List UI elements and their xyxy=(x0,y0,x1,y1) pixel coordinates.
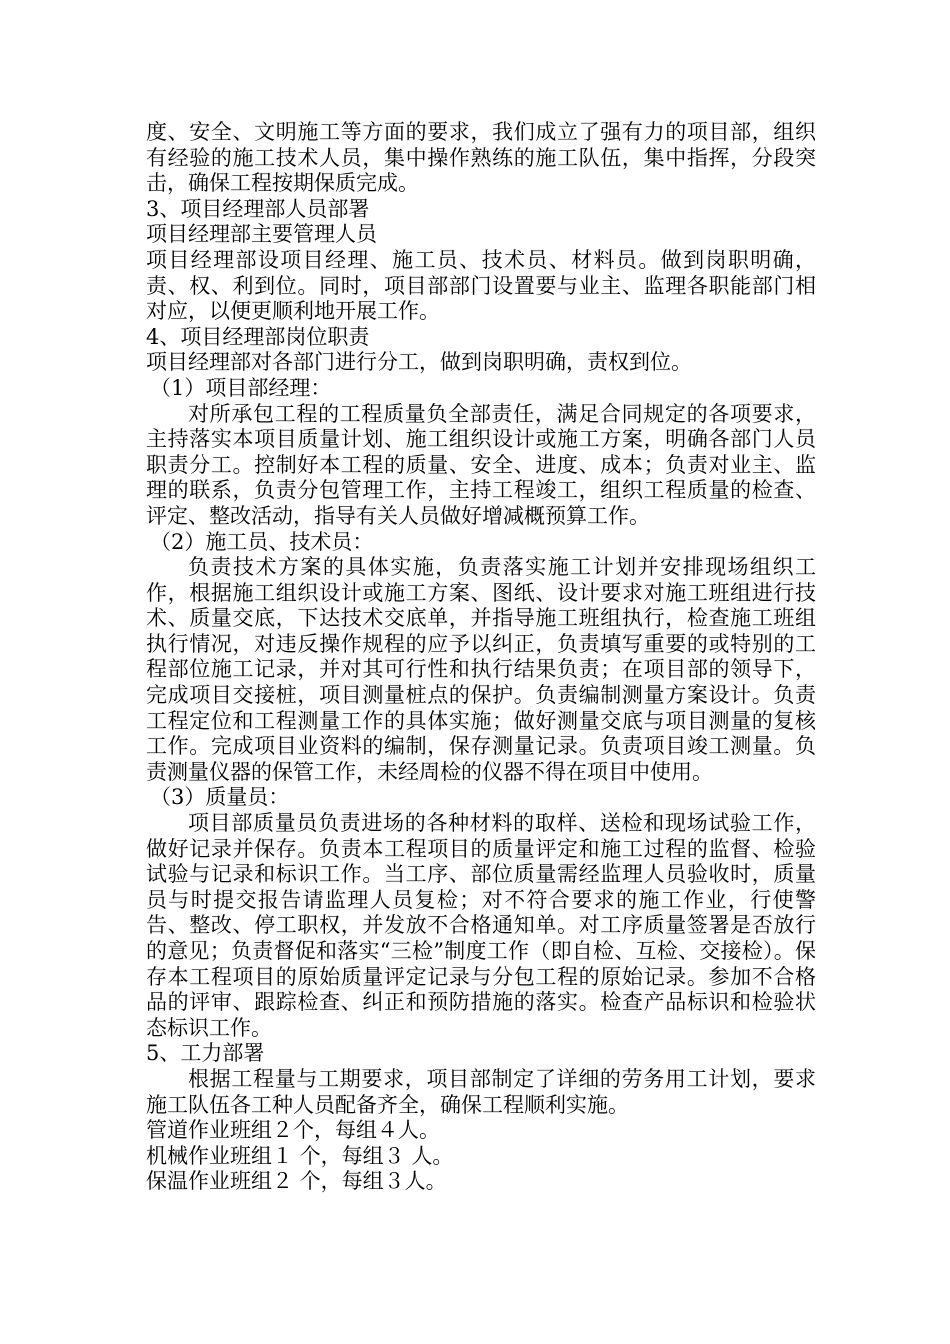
team-line-insulation: 保温作业班组２ 个，每组３人。 xyxy=(146,1169,447,1194)
section-4-heading: 4、项目经理部岗位职责 xyxy=(146,324,370,349)
intro-paragraph: 度、安全、文明施工等方面的要求，我们成立了强有力的项目部，组织有经验的施工技术人员，集中操作熟练的施工队伍，集中指挥，分段突击，确保工程按期保质完成。 xyxy=(146,120,816,196)
team-line-pipe: 管道作业班组２个，每组４人。 xyxy=(146,1118,440,1143)
section-5-paragraph: 根据工程量与工期要求，项目部制定了详细的劳务用工计划，要求施工队伍各工种人员配备齐全，确保工程顺利实施。 xyxy=(146,1066,816,1117)
document-page xyxy=(146,120,816,1195)
section-5-heading: 5、工力部署 xyxy=(146,1041,265,1066)
role-3-paragraph: 项目部质量员负责进场的各种材料的取样、送检和现场试验工作，做好记录并保存。负责本工程项目的质量评定和施工过程的监督、检验试验与记录和标识工作。当工序、部位质量需经监理人员验收时，质量员与时提交报告请监理人员复检；对不符合要求的施工作业，行使警告、整改、停工职权，并发放不合格通知单。对工序质量签署是否放行的意见；负责督促和落实“三检”制度工作（即自检、互检、交接检）。保存本工程项目的原始质量评定记录与分包工程的原始记录。参加不合格品的评审、跟踪检查、纠正和预防措施的落实。检查产品标识和检验状态标识工作。 xyxy=(146,811,816,1040)
role-2-heading: （2）施工员、技术员： xyxy=(150,529,374,554)
section-3-paragraph: 项目经理部设项目经理、施工员、技术员、材料员。做到岗职明确，责、权、利到位。同时，项目部部门设置要与业主、监理各职能部门相对应，以便更顺利地开展工作。 xyxy=(146,247,816,324)
role-3-heading: （3）质量员： xyxy=(150,785,290,810)
team-line-machinery: 机械作业班组１ 个，每组３ 人。 xyxy=(146,1143,454,1168)
section-4-intro: 项目经理部对各部门进行分工，做到岗职明确，责权到位。 xyxy=(146,350,692,375)
section-3-subheading: 项目经理部主要管理人员 xyxy=(146,222,377,247)
role-2-paragraph: 负责技术方案的具体实施，负责落实施工计划并安排现场组织工作，根据施工组织设计或施工方案、图纸、设计要求对施工班组进行技术、质量交底，下达技术交底单，并指导施工班组执行，检查施工班组执行情况，对违反操作规程的应予以纠正，负责填写重要的或特别的工程部位施工记录，并对其可行性和执行结果负责；在项目部的领导下，完成项目交接桩，项目测量桩点的保护。负责编制测量方案设计。负责工程定位和工程测量工作的具体实施；做好测量交底与项目测量的复核工作。完成项目业资料的编制，保存测量记录。负责项目竣工测量。负责测量仪器的保管工作，未经周检的仪器不得在项目中使用。 xyxy=(146,555,816,784)
role-1-heading: （1）项目部经理： xyxy=(150,375,332,400)
section-3-heading: 3、项目经理部人员部署 xyxy=(146,196,370,221)
role-1-paragraph: 对所承包工程的工程质量负全部责任，满足合同规定的各项要求，主持落实本项目质量计划、施工组织设计或施工方案，明确各部门人员职责分工。控制好本工程的质量、安全、进度、成本；负责对业主、监理的联系，负责分包管理工作，主持工程竣工，组织工程质量的检查、评定、整改活动，指导有关人员做好增减概预算工作。 xyxy=(146,401,816,528)
